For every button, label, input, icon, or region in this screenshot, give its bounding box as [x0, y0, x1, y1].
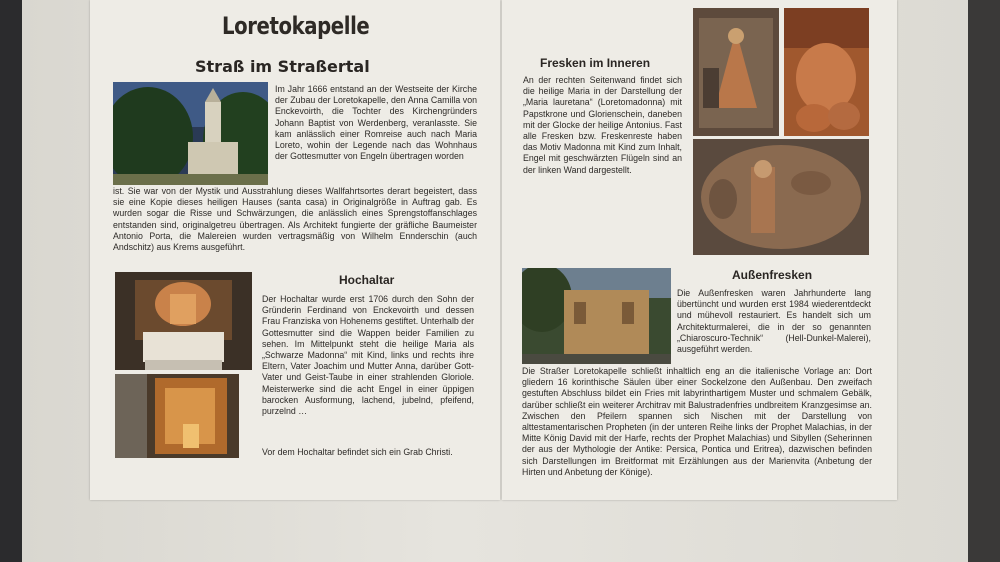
- frame-right: [968, 0, 1000, 562]
- church-exterior-photo: [113, 82, 268, 185]
- fresco-wall-photo: [693, 139, 869, 255]
- fresken-heading: Fresken im Inneren: [540, 56, 651, 70]
- intro-paragraph: Im Jahr 1666 entstand an der Westseite der Kirche der Zubau der Loretokapelle, den Anna Camilla von Enckevoirth, die Tochter des Kirchengründers Johann Baptist von Werdenberg, veranlasste. Sie kam anlässlich einer Romreise auch nach Maria Loreto, wohin der Legende nach das Wohnhaus der Gottesmutter von Engeln übertragen worden: [275, 84, 477, 162]
- hochaltar-heading: Hochaltar: [339, 273, 395, 287]
- hochaltar-last-line: Vor dem Hochaltar befindet sich ein Grab Christi.: [262, 447, 453, 457]
- altar-detail-photo: [115, 374, 239, 458]
- frame-left: [0, 0, 22, 562]
- aussenfresken-paragraph: Die Außenfresken waren Jahrhunderte lang übertüncht und wurden erst 1984 wiederentdeckt und mühevoll restauriert. Es handelt sich um Architekturmalerei, die in der so genannten „Chiaroscuro-Technik“ (Hell-Dunkel-Malerei), ausgeführt werden.: [677, 288, 871, 355]
- aussenfresken-heading: Außenfresken: [732, 268, 813, 282]
- aussenfresken-continuation: Die Straßer Loretokapelle schließt inhaltlich eng an die italienische Vorlage an: Dort gliedern 16 korinthische Säulen über einer Sockelzone den Außenbau. Den zweifach gestuften Abschluss bildet ein Fries mit labyrinthartigem Muster und schmalem Gebälk, darüber schließt ein weiterer Architrav mit Balustradenfries undbreitem Kranzgesimse an. Zwischen den Pfeilern spannen sich Nischen mit der Darstellung von alttestamentarischen Propheten (in der unteren Reihe links der Prophet Malachias, in der Mitte König David mit der Harfe, rechts der Prophet Malachias) und Sibyllen (Seherinnen der aus der Mythologie der Antike: Persica, Pontica und Eritrea), dazwischen befinden sich Darstellungen im Breitformat mit Erzählungen aus der Marienvita (Anbetung der Hirten und Anbetung der Könige).: [522, 366, 872, 477]
- hochaltar-paragraph: Der Hochaltar wurde erst 1706 durch den Sohn der Gründerin Ferdinand von Enckevoirth und dessen Frau Franziska von Hohenems gestiftet. Unterhalb der Gottesmutter sind die Wappen beider Familien zu sehen. Im Mittelpunkt steht die heilige Maria als „Schwarze Madonna“ mit Kind, links und rechts ihre Eltern, Vater Joachim und Mutter Anna, darüber Gott-Vater und Geist-Taube in einer strahlenden Gloriole. Meisterwerke sind die acht Engel in einer üppigen barocken Ausformung, lachend, jubelnd, pfeifend, purzelnd …: [262, 294, 474, 417]
- high-altar-photo: [115, 272, 252, 370]
- fresco-angels-photo: [784, 8, 869, 136]
- page-title: Loretokapelle: [222, 12, 370, 40]
- chapel-exterior-photo: [522, 268, 671, 364]
- fresco-madonna-photo: [693, 8, 779, 136]
- intro-continuation: ist. Sie war von der Mystik und Ausstrahlung dieses Wallfahrtsortes derart begeistert, dass sie eine Kopie dieses heiligen Hauses (santa casa) in Originalgröße in Auftrag gab. Es wurden sogar die Risse und Schwärzungen, die anlässlich eines Sprengstoffanschlages entstanden sind, originalgetreu übertragen. Als Architekt fungierte der gräfliche Baumeister Antonio Porta, die Malereien wurden vertragsmäßig von Wilhelm Ennderschin (auch Andschitz) aus Krems ausgeführt.: [113, 186, 477, 253]
- fresken-paragraph: An der rechten Seitenwand findet sich die heilige Maria in der Darstellung der „Maria lauretana“ (Loretomadonna) mit Papstkrone und Glorienschein, daneben mit der Glocke der heilige Antonius. Fast alle Fresken bzw. Freskenreste haben das Motiv Madonna mit Kind zum Inhalt, Engel mit geschwärzten Flügeln sind an der linken Wand dargestellt.: [523, 75, 682, 175]
- page-subtitle: Straß im Straßertal: [195, 57, 370, 76]
